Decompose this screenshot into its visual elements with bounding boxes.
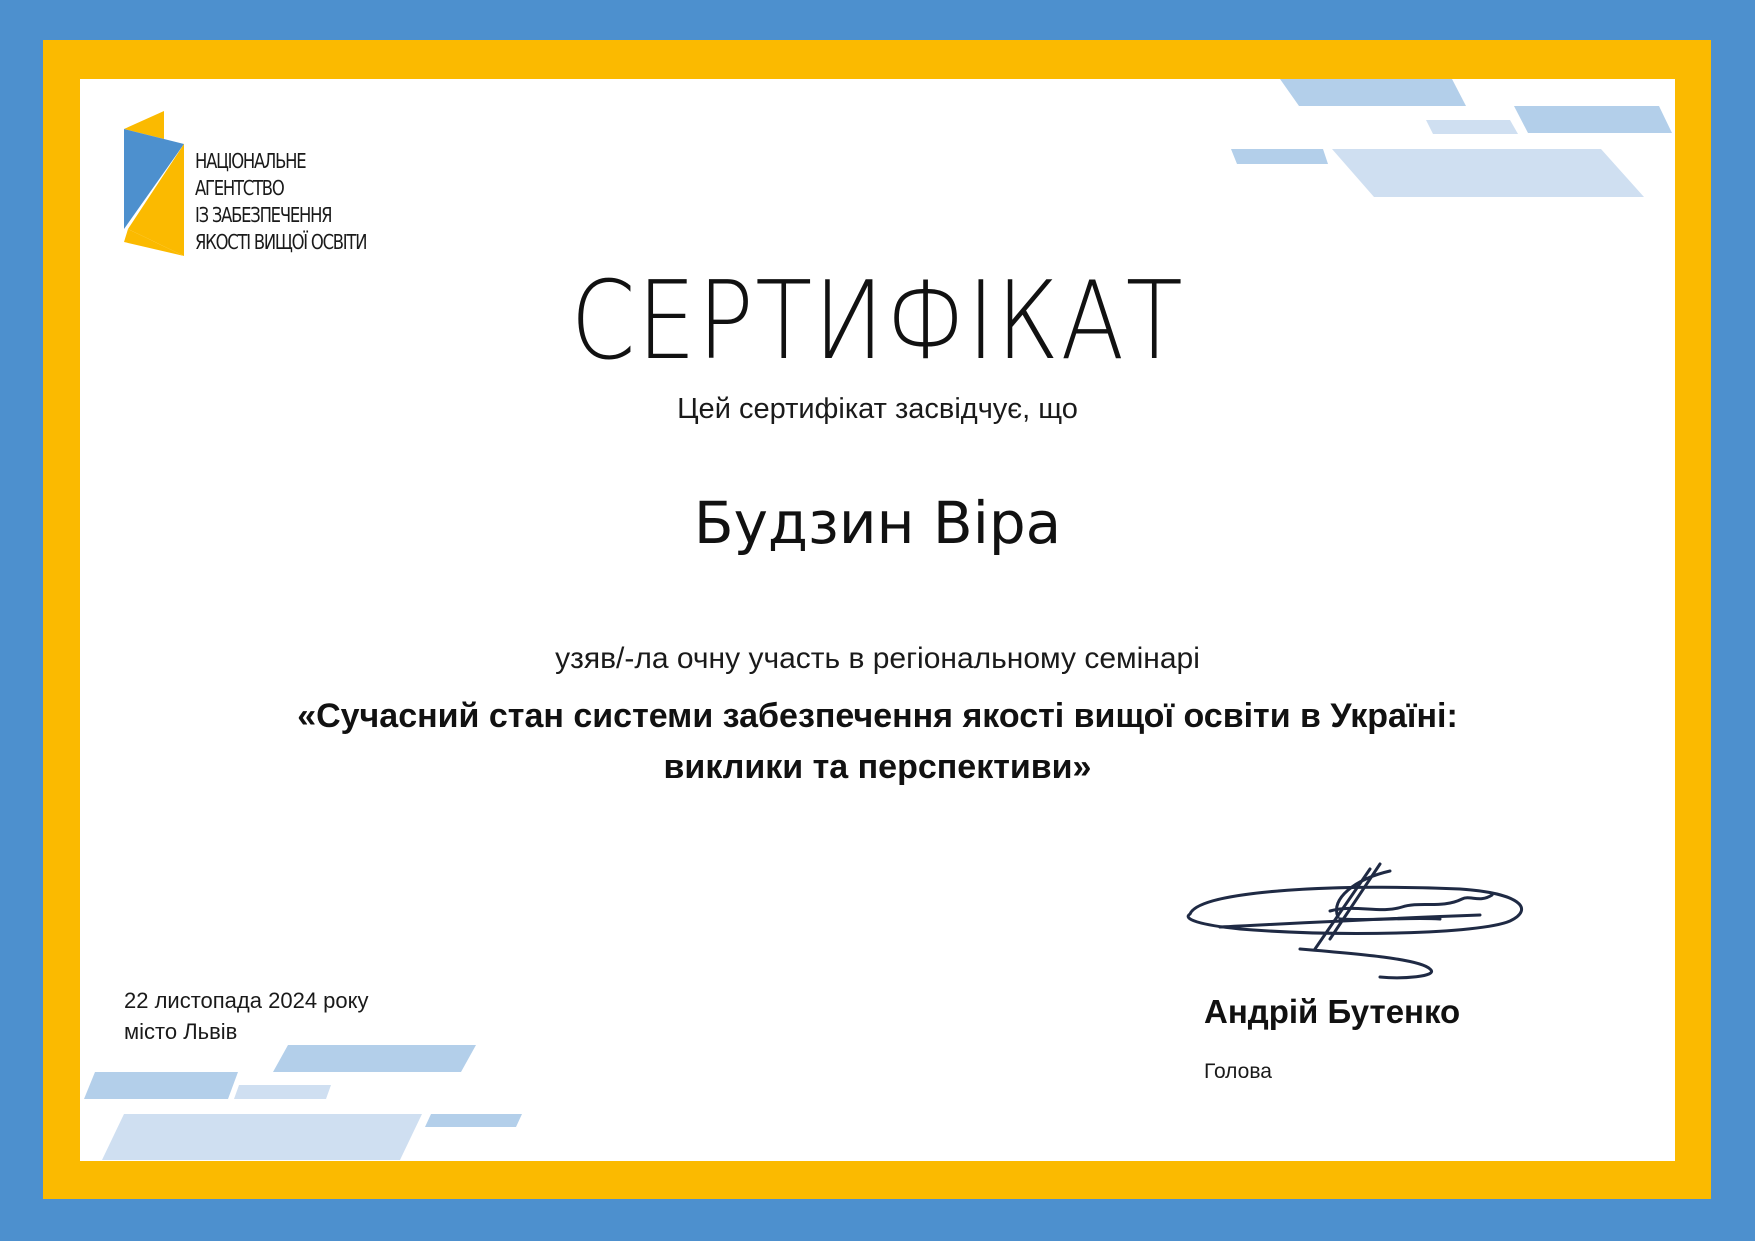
participation-text: узяв/-ла очну участь в регіональному семінарі	[555, 642, 1200, 675]
seminar-title-line: виклики та перспективи»	[663, 748, 1092, 786]
certificate-sheet	[80, 79, 1675, 1161]
seminar-title	[80, 691, 1675, 793]
seminar-title-line: «Сучасний стан системи забезпечення якості вищої освіти в Україні:	[297, 697, 1458, 735]
logo-line: ЯКОСТІ ВИЩОЇ ОСВІТИ	[195, 230, 367, 254]
naqa-logo-icon	[124, 111, 194, 261]
signer-role: Голова	[1204, 1060, 1272, 1083]
issue-date: 22 листопада 2024 року	[124, 988, 369, 1013]
issue-city: місто Львів	[124, 1019, 238, 1044]
logo-line: НАЦІОНАЛЬНЕ	[195, 149, 306, 173]
logo-line: АГЕНТСТВО	[195, 176, 284, 200]
certificate-subtitle: Цей сертифікат засвідчує, що	[677, 393, 1078, 425]
certificate-title: СЕРТИФІКАТ	[570, 259, 1185, 384]
signer-name: Андрій Бутенко	[1204, 993, 1461, 1030]
place-date	[124, 985, 369, 1047]
handwritten-signature	[1180, 859, 1540, 999]
logo-line: ІЗ ЗАБЕЗПЕЧЕННЯ	[195, 203, 332, 227]
logo-text	[195, 148, 366, 256]
recipient-name: Будзин Віра	[693, 489, 1062, 557]
